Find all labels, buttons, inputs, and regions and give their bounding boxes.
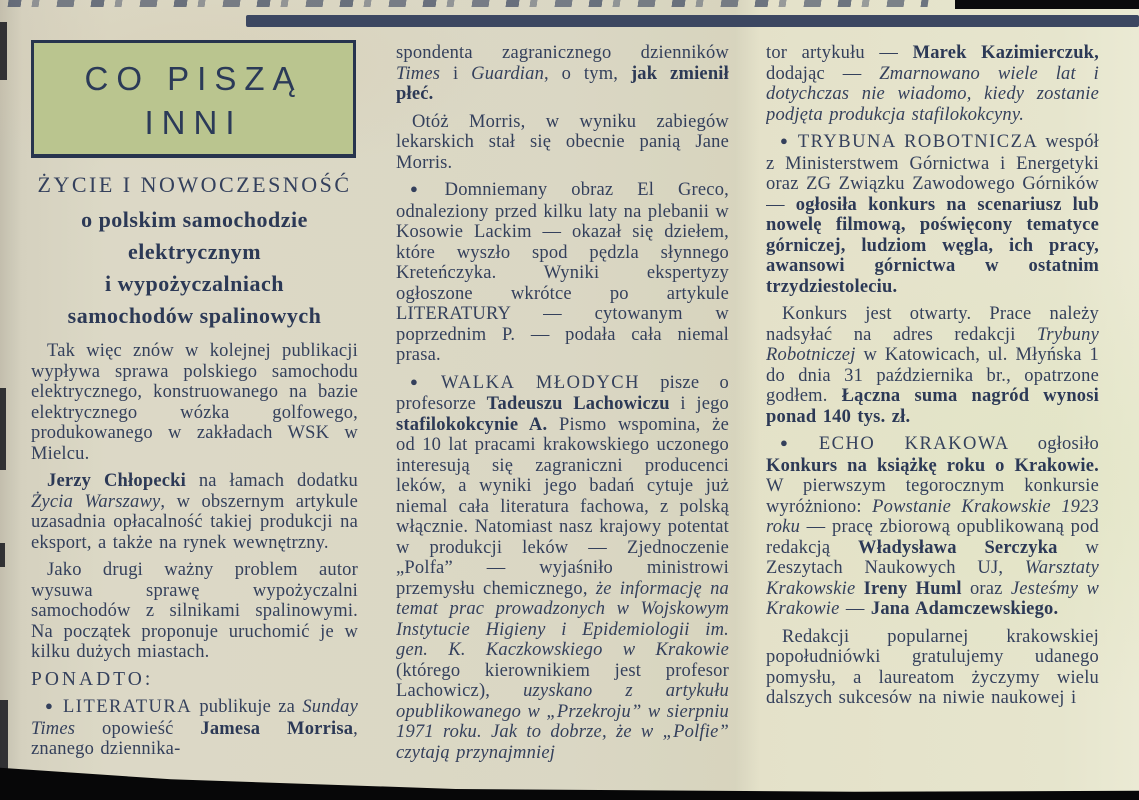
text-run: że informację na temat prac prowadzonych w Wojskowym Instytucie Higieny i Epidemiologii im. gen. K. Kaczkowskiego w Krakowie [396,578,729,660]
headline-line: samochodów spalinowych [67,303,322,328]
headline-line: elektrycznym [127,239,262,264]
text-run: , znanego dziennika- [31,718,358,759]
text-run: — pracę zbiorową opublikowaną pod redakcją [766,517,1099,558]
text-run: Otóż Morris, w wyniku zabiegów lekarskich stał się obecnie panią Jane Morris. [396,111,729,173]
text-run: Władysława Serczyka [858,537,1058,558]
scan-edge-smudge [0,388,6,470]
scan-edge-smudge [0,700,8,772]
article-paragraph [31,341,358,464]
scan-edge-smudge [0,22,7,80]
text-run: w Katowicach, ul. Młyńska 1 do dnia 31 października br., opatrzone godłem. [766,345,1099,406]
text-run: i [440,63,472,84]
top-divider-rule [246,15,1139,27]
text-run: wespół z Ministerstwem Górnictwa i Energetyki oraz ZG Związku Zawodowego Górników — [766,132,1099,215]
text-run: na łamach dodatku [185,471,358,491]
text-run: PONADTO: [31,668,154,690]
article-text-right [766,43,1099,709]
bullet-icon: ● [780,133,789,148]
text-run: dodając — [766,63,880,84]
text-run: Guardian [471,63,545,84]
text-run: TRYBUNA ROBOTNICZA [797,132,1039,152]
column-left [31,28,358,800]
article-paragraph [396,373,729,764]
text-run: Jamesa Morrisa [200,718,354,739]
bullet-icon: ● [410,181,436,196]
text-run: Konkurs jest otwarty. Prace należy nadsyłać na adres redakcji [766,304,1099,345]
text-run: Jesteśmy w Krakowie [766,578,1099,619]
bullet-icon: ● [45,698,54,713]
badge-title-line: CO PISZĄ [84,60,303,97]
text-run: WALKA MŁODYCH [441,372,640,393]
text-run: , w obszernym artykule uzasadnia opłacalność takiej produkcji na eksport, a także na rynek wewnętrzny. [31,491,358,553]
text-run: Życia Warszawy [31,491,161,512]
headline-source: ŻYCIE I NOWOCZESNOŚĆ [37,172,352,197]
text-run: ogłosiła konkurs na scenariusz lub nowelę filmową, poświęcony tematyce górniczej, ludziom węgla, ich pracy, awansowi górnictwa w ostatnim trzydziestoleciu. [766,194,1099,297]
article-paragraph [766,304,1099,427]
text-run: uzyskano z artykułu opublikowanego w „Przekroju” w sierpniu 1971 roku. Jak to dobrze, że w „Polfie” czytają przynajmniej [396,681,729,763]
text-run: jak zmienił płeć. [396,63,729,104]
article-paragraph [396,112,729,174]
article-paragraph [766,132,1099,297]
text-run [855,579,863,599]
text-run: Warsztaty Krakowskie [766,558,1099,599]
section-subhead [31,670,358,691]
article-paragraph [396,43,729,105]
text-run: Jana Adamczewskiego. [870,599,1059,619]
text-run: Ireny Huml [863,578,962,599]
article-paragraph [766,434,1099,620]
headline-line: i wypożyczalniach [105,271,284,296]
text-run: Trybuny Robotniczej [766,324,1099,365]
badge-title-line: INNI [144,104,243,141]
bullet-icon: ● [780,435,810,450]
article-paragraph [31,697,358,760]
text-run: stafilokokcynie A. [396,414,548,435]
text-run: Marek Kazimierczuk, [912,43,1099,63]
text-run: Jerzy Chłopecki [47,471,186,491]
article-paragraph [766,627,1099,709]
text-run: spondenta zagranicznego dzienników [396,43,729,63]
text-run: , o tym, [544,63,631,84]
article-text-left [31,341,358,760]
section-badge [31,40,356,158]
column-middle [396,34,729,800]
text-run: ECHO KRAKOWA [818,434,1010,454]
text-run: opowieść [75,718,201,739]
text-run: Times [396,63,441,84]
text-run: oraz [961,578,1011,599]
scan-corner-top-right [955,0,1139,9]
article-paragraph [31,471,358,553]
text-run: pisze o profesorze [396,372,729,414]
scan-edge-smudge [0,543,5,567]
text-run: publikuje za [192,697,303,717]
headline [31,204,358,332]
text-run: (którego kierownikiem jest profesor Lachowicz), [396,660,729,701]
text-run: Łączna suma nagród wynosi ponad 140 tys. zł. [766,386,1099,427]
text-run: Sunday Times [31,697,358,739]
text-run: Jako drugi ważny problem autor wysuwa sprawę wypożyczalni samochodów z silnikami spalinowymi. Na początek proponuje uruchomić je w kilku dużych miastach. [31,560,358,662]
text-run: Domniemany obraz El Greco, odnaleziony przed kilku laty na plebanii w Kosowie Lackim — okazał się dziełem, które wyszło spod pędzla słynnego Kreteńczyka. Wyniki ekspertyzy ogłoszone wkrótce po artykule LITERATURY — cytowanym w poprzednim P. — podała cała niemal prasa. [396,180,729,365]
text-run: Powstanie Krakowskie 1923 roku [766,496,1099,537]
text-run: Tak więc znów w kolejnej publikacji wypływa sprawa polskiego samochodu elektrycznego, konstruowanego na bazie elektrycznego wózka golfowego, produkowanego w zakładach WSK w Mielcu. [31,341,358,464]
text-run: W pierwszym tegorocznym konkursie wyróżniono: [766,476,1099,517]
text-run: — [839,599,871,619]
text-run: Konkurs na książkę roku o Krakowie. [766,455,1099,476]
text-run: Zmarnowano wiele lat i dotychczas nie wiadomo, kiedy zostanie podjęta produkcja stafilokokcyny. [766,63,1099,125]
article-paragraph [396,180,729,366]
text-run: ogłosiło [1009,434,1099,454]
column-right [766,34,1099,800]
article-text-middle [396,43,729,763]
text-run: Pismo wspomina, że od 10 lat pracami krakowskiego uczonego interesują się zagraniczni producenci leków, a wyniki jego badań cytuje już niemal cała literatura fachowa, z polską włącznie. Natomiast nasz krajowy potentat w produkcji leków — Zjednoczenie „Polfa” — wyjaśniło ministrowi przemysłu chemicznego, [396,414,729,599]
text-run: w Zeszytach Naukowych UJ, [766,537,1099,578]
text-run: Tadeuszu Lachowiczu [486,394,670,414]
cropped-text-strip [8,0,929,7]
text-run: tor artykułu — [766,43,913,63]
headline-line: o polskim samochodzie [81,207,308,232]
bullet-icon: ● [410,373,433,389]
article-paragraph [766,43,1099,125]
text-run: LITERATURA [62,697,193,717]
article-paragraph [31,560,358,663]
text-run: i jego [669,394,729,414]
text-run: Redakcji popularnej krakowskiej popołudniówki gratulujemy udanego pomysłu, a laureatom życzymy wielu dalszych sukcesów na niwie naukowej i [766,626,1099,708]
